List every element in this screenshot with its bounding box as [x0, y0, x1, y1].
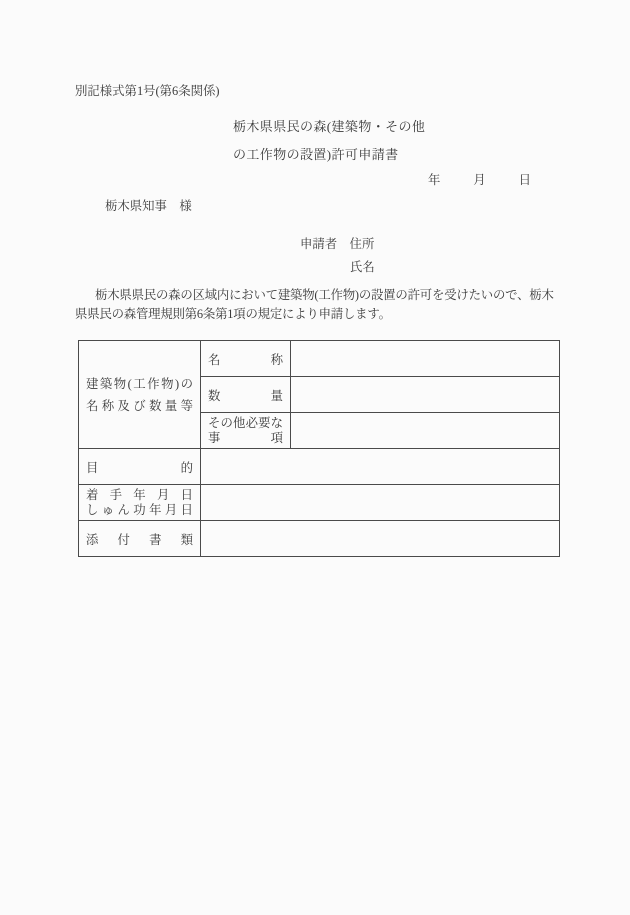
application-details-table — [78, 340, 560, 557]
date-year-label: 年 — [428, 173, 441, 187]
cell-label-start-completion-dates — [79, 485, 201, 521]
table-row — [79, 521, 560, 557]
table-row — [79, 341, 560, 377]
cell-value-attached-documents — [201, 521, 560, 557]
document-title-line1: 栃木県県民の森(建築物・その他 — [233, 119, 426, 134]
cell-value-name — [291, 341, 560, 377]
cell-value-purpose — [201, 449, 560, 485]
other-items-label-line2: 事項 — [208, 430, 283, 445]
cell-group-label-structure-name-quantity — [79, 341, 201, 449]
table-row — [79, 449, 560, 485]
start-date-label: 着手年月日 — [86, 487, 193, 502]
form-number: 別記様式第1号(第6条関係) — [75, 84, 220, 98]
cell-value-quantity — [291, 377, 560, 413]
date-day-label: 日 — [518, 173, 531, 187]
table-row — [79, 485, 560, 521]
other-items-label-line1: その他必要な — [208, 415, 283, 430]
body-paragraph-line1: 栃木県県民の森の区域内において建築物(工作物)の設置の許可を受けたいので、栃木 — [95, 288, 554, 302]
applicant-name-label: 氏名 — [350, 260, 375, 274]
group-label-line2: 名称及び数量等 — [86, 398, 193, 413]
cell-value-start-completion-dates — [201, 485, 560, 521]
date-line — [428, 172, 531, 188]
group-label-line1: 建築物(工作物)の — [86, 376, 193, 391]
addressee-line: 栃木県知事 様 — [105, 199, 192, 213]
cell-value-other-necessary-items — [291, 413, 560, 449]
document-title-line2: の工作物の設置)許可申請書 — [233, 147, 399, 162]
cell-label-other-necessary-items — [201, 413, 291, 449]
cell-label-name: 名称 — [201, 341, 291, 377]
cell-label-attached-documents: 添付書類 — [79, 521, 201, 557]
completion-date-label: しゅん功年月日 — [86, 502, 193, 517]
body-paragraph-line2: 県県民の森管理規則第6条第1項の規定により申請します。 — [75, 307, 391, 321]
date-month-label: 月 — [473, 173, 486, 187]
applicant-address-label: 申請者 住所 — [300, 237, 375, 251]
cell-label-quantity: 数量 — [201, 377, 291, 413]
cell-label-purpose: 目的 — [79, 449, 201, 485]
